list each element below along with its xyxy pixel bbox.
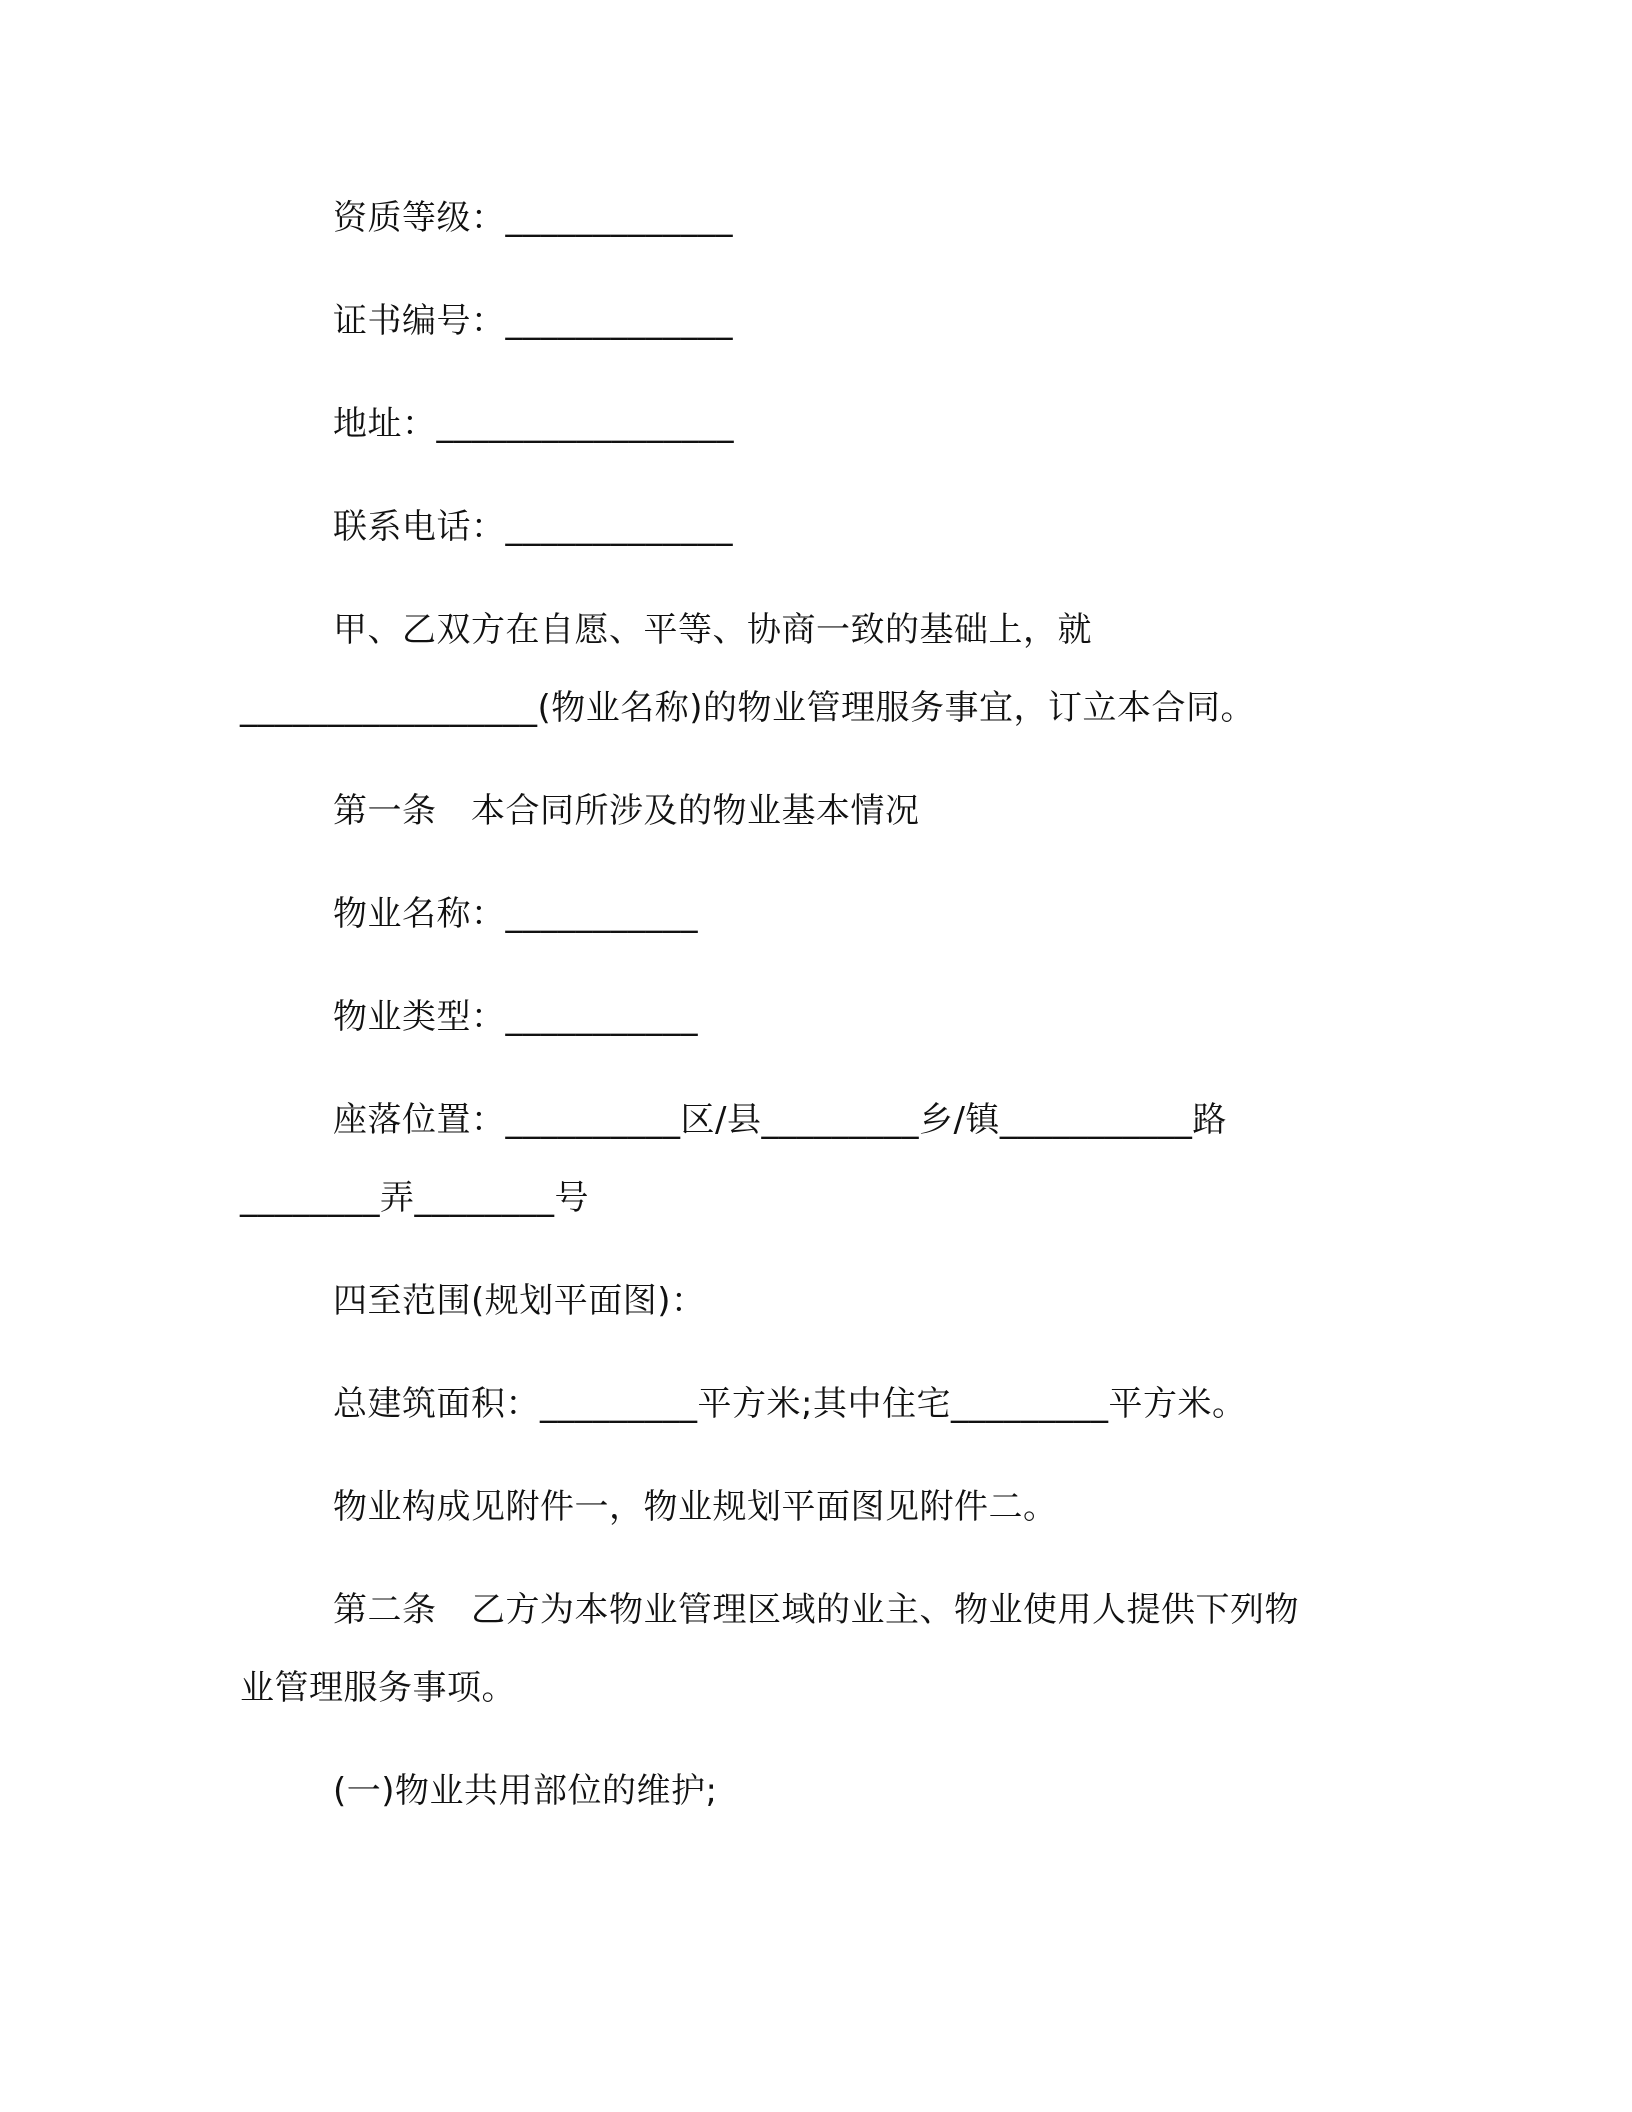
phone-line: 联系电话：_____________ xyxy=(333,507,733,547)
article-2-line-1: 第二条 乙方为本物业管理区域的业主、物业使用人提供下列物 xyxy=(333,1590,1299,1630)
building-area-line: 总建筑面积：_________平方米;其中住宅_________平方米。 xyxy=(333,1384,1247,1424)
certificate-number-line: 证书编号：_____________ xyxy=(333,301,733,341)
address-line: 地址：_________________ xyxy=(333,404,734,444)
location-line-2: ________弄________号 xyxy=(240,1178,589,1218)
location-line-1: 座落位置：__________区/县_________乡/镇___________路 xyxy=(333,1100,1227,1140)
qualification-level-line: 资质等级：_____________ xyxy=(333,198,733,238)
preamble-line-2: _________________(物业名称)的物业管理服务事宜，订立本合同。 xyxy=(240,688,1256,728)
boundary-line: 四至范围(规划平面图)： xyxy=(333,1281,706,1321)
item-1-line: (一)物业共用部位的维护; xyxy=(333,1771,718,1811)
article-1-heading: 第一条 本合同所涉及的物业基本情况 xyxy=(333,791,920,831)
article-2-line-2: 业管理服务事项。 xyxy=(240,1668,516,1708)
property-name-line: 物业名称：___________ xyxy=(333,894,698,934)
attachment-note-line: 物业构成见附件一，物业规划平面图见附件二。 xyxy=(333,1487,1058,1527)
preamble-line-1: 甲、乙双方在自愿、平等、协商一致的基础上，就 xyxy=(333,610,1092,650)
property-type-line: 物业类型：___________ xyxy=(333,997,698,1037)
